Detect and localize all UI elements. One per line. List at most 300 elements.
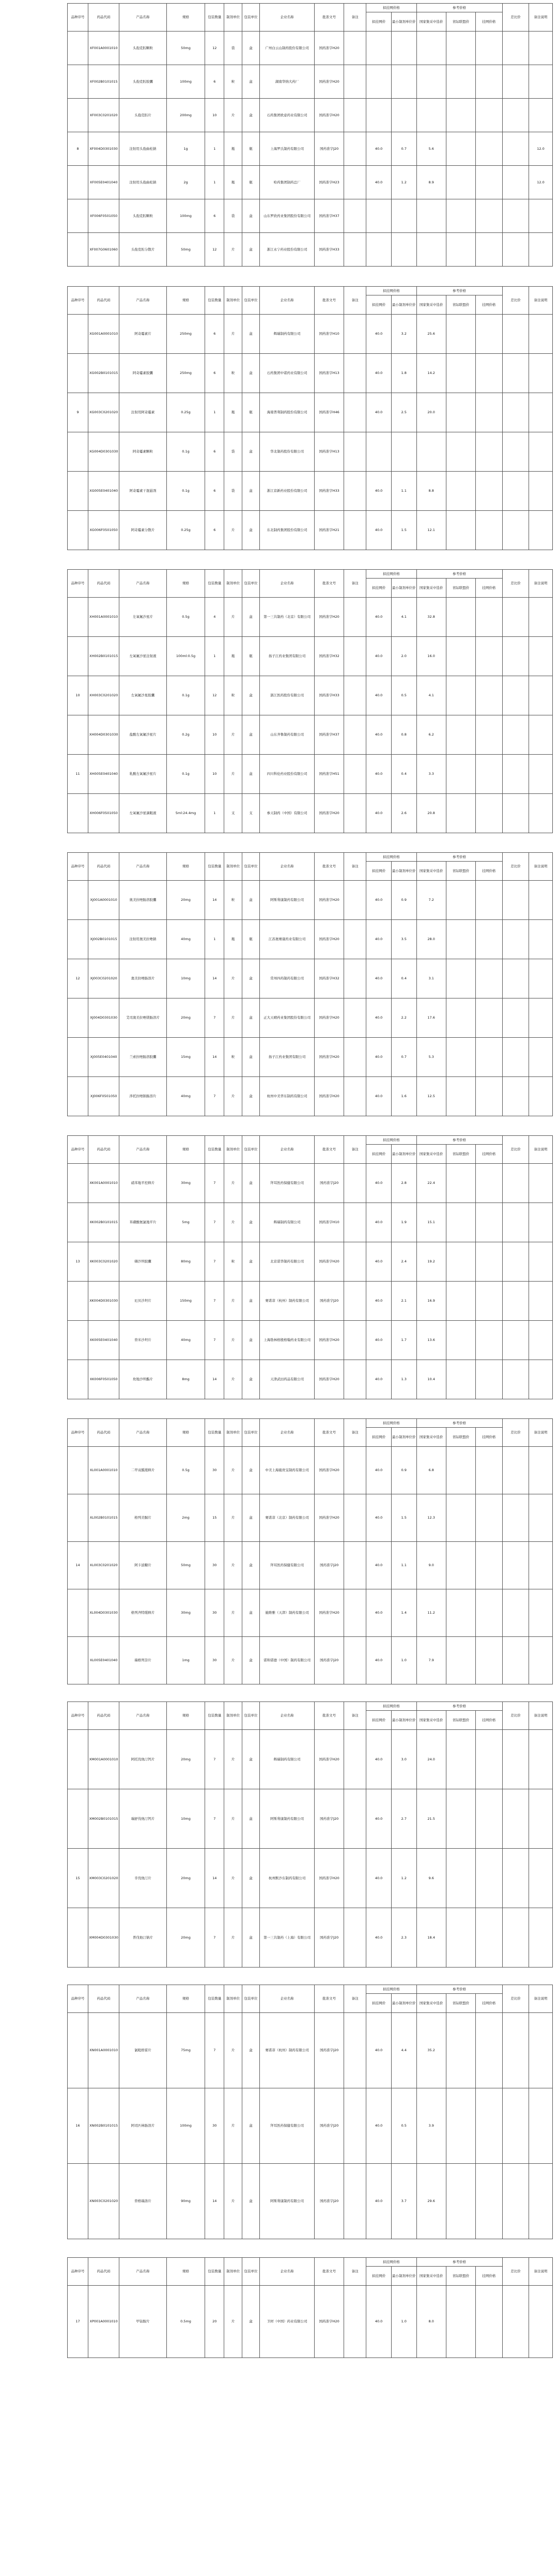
- table-cell-company: 广州白云山制药股份有限公司: [260, 32, 315, 65]
- table-cell-p2: 3.7: [391, 2164, 416, 2239]
- table-cell-unit: 片: [224, 511, 242, 550]
- table-cell-p1: 40.0: [366, 715, 392, 755]
- table-cell-p4: [446, 32, 475, 65]
- table-row: [68, 432, 553, 472]
- column-header: 产品名称: [119, 1419, 167, 1447]
- table-cell-note: [344, 2164, 366, 2239]
- table-cell-product: 缬沙坦胶囊: [119, 1242, 167, 1282]
- table-cell-spec: 15mg: [166, 1038, 205, 1077]
- table-cell-unit: 片: [224, 315, 242, 354]
- table-cell-p2: 4.4: [391, 2013, 416, 2088]
- table-cell-p7: [529, 1203, 553, 1242]
- column-header: 最小制剂单位价: [391, 579, 416, 598]
- table-cell-serial: [68, 233, 88, 267]
- table-cell-p7: [529, 1637, 553, 1684]
- table-cell-p4: [446, 315, 475, 354]
- column-header: 品种序号: [68, 4, 88, 32]
- table-cell-p1: 40.0: [366, 1321, 392, 1360]
- column-header: 企业名称: [260, 287, 315, 315]
- table-cell-p1: 40.0: [366, 998, 392, 1038]
- price-table: [67, 852, 553, 1116]
- column-header: 批准文号: [315, 1419, 344, 1447]
- table-cell-pu: 盒: [242, 65, 259, 99]
- table-cell-pu: 盒: [242, 1282, 259, 1321]
- table-cell-spec: 0.2g: [166, 715, 205, 755]
- column-header: 挂网价格: [476, 579, 503, 598]
- column-header: 差比价: [502, 4, 529, 32]
- table-cell-p5: [476, 354, 503, 393]
- table-cell-p3: [416, 32, 446, 65]
- column-header: 企业名称: [260, 4, 315, 32]
- table-cell-note: [344, 354, 366, 393]
- table-cell-unit: 粒: [224, 1242, 242, 1282]
- table-cell-p6: [502, 715, 529, 755]
- table-cell-approval: 国药准字J20: [315, 1637, 344, 1684]
- table-cell-pu: 盒: [242, 1789, 259, 1849]
- column-header: 包装单位: [242, 570, 259, 598]
- table-cell-unit: 片: [224, 1849, 242, 1908]
- column-header: 挂网价格: [476, 1428, 503, 1447]
- table-cell-unit: 片: [224, 755, 242, 794]
- table-cell-pu: 盒: [242, 2088, 259, 2164]
- table-cell-p5: [476, 715, 503, 755]
- table-cell-p7: [529, 32, 553, 65]
- price-table: [67, 1418, 553, 1684]
- table-cell-unit: 片: [224, 2286, 242, 2358]
- table-cell-p5: [476, 132, 503, 166]
- table-cell-p1: [366, 99, 392, 132]
- column-header: 规格: [166, 2258, 205, 2286]
- table-cell-spec: 50mg: [166, 32, 205, 65]
- table-cell-product: 注射用阿奇霉素: [119, 393, 167, 432]
- column-header: 包装数量: [205, 1702, 224, 1730]
- column-header: 备注说明: [529, 853, 553, 881]
- column-header: 药品代码: [88, 2258, 119, 2286]
- price-table: [67, 2257, 553, 2358]
- table-cell-serial: [68, 511, 88, 550]
- column-group-header: 参考价格: [416, 1419, 502, 1428]
- table-cell-p2: 2.7: [391, 1789, 416, 1849]
- column-header: 备注说明: [529, 287, 553, 315]
- table-cell-unit: 片: [224, 99, 242, 132]
- table-cell-p7: [529, 2286, 553, 2358]
- table-cell-serial: [68, 2164, 88, 2239]
- table-cell-p1: [366, 199, 392, 233]
- table-cell-pack: 6: [205, 432, 224, 472]
- table-cell-spec: 200mg: [166, 99, 205, 132]
- column-header: 省际联盟价: [446, 1711, 475, 1730]
- column-header: 药品代码: [88, 570, 119, 598]
- table-cell-p2: 1.8: [391, 354, 416, 393]
- table-cell-p7: [529, 65, 553, 99]
- table-cell-p1: 40.0: [366, 881, 392, 920]
- table-cell-p2: [391, 432, 416, 472]
- table-cell-p5: [476, 2286, 503, 2358]
- column-group-header: 拟挂网价格: [366, 853, 416, 862]
- column-header: 品种序号: [68, 570, 88, 598]
- table-cell-approval: 国药准字H32: [315, 959, 344, 998]
- table-cell-p5: [476, 1282, 503, 1321]
- table-cell-pu: 盒: [242, 1637, 259, 1684]
- table-cell-p7: [529, 1789, 553, 1849]
- table-cell-unit: 片: [224, 998, 242, 1038]
- table-cell-p3: 4.1: [416, 676, 446, 715]
- column-header: 拟挂网价: [366, 1994, 392, 2013]
- table-cell-p2: [391, 233, 416, 267]
- table-row: [68, 598, 553, 637]
- column-group-header: 拟挂网价格: [366, 1419, 416, 1428]
- table-row: [68, 881, 553, 920]
- table-cell-pack: 1: [205, 393, 224, 432]
- table-cell-product: 格列齐特缓释片: [119, 1589, 167, 1637]
- table-cell-p6: [502, 794, 529, 833]
- table-cell-p3: [416, 199, 446, 233]
- column-header: 最小制剂单位价: [391, 12, 416, 32]
- table-cell-p4: [446, 1849, 475, 1908]
- table-cell-note: [344, 511, 366, 550]
- table-cell-note: [344, 1908, 366, 1968]
- table-cell-p6: [502, 1908, 529, 1968]
- table-cell-company: 哈药集团制药总厂: [260, 166, 315, 199]
- table-cell-company: 江苏奥赛康药业有限公司: [260, 920, 315, 959]
- table-cell-pu: 盒: [242, 99, 259, 132]
- table-cell-pack: 30: [205, 1637, 224, 1684]
- table-cell-product: 盐酸左氧氟沙星片: [119, 715, 167, 755]
- column-header: 拟挂网价: [366, 1711, 392, 1730]
- table-cell-note: [344, 598, 366, 637]
- table-cell-p7: [529, 1849, 553, 1908]
- table-cell-p6: [502, 2286, 529, 2358]
- table-cell-p1: 40.0: [366, 1589, 392, 1637]
- table-cell-spec: 250mg: [166, 315, 205, 354]
- table-cell-pack: 10: [205, 715, 224, 755]
- table-cell-p7: [529, 199, 553, 233]
- table-cell-unit: 片: [224, 715, 242, 755]
- column-header: 制剂单位: [224, 853, 242, 881]
- table-cell-approval: 国药准字H20: [315, 32, 344, 65]
- table-cell-p2: 4.1: [391, 598, 416, 637]
- table-cell-p2: 1.6: [391, 1077, 416, 1116]
- table-cell-pack: 14: [205, 1849, 224, 1908]
- table-row: [68, 1494, 553, 1542]
- table-cell-product: 注射用奥美拉唑钠: [119, 920, 167, 959]
- table-cell-approval: 国药准字H20: [315, 1589, 344, 1637]
- table-cell-spec: 0.1g: [166, 472, 205, 511]
- column-header: 备注说明: [529, 1702, 553, 1730]
- table-section: [67, 2257, 553, 2358]
- table-cell-p1: 40.0: [366, 1077, 392, 1116]
- table-cell-p7: [529, 1589, 553, 1637]
- table-cell-serial: [68, 1637, 88, 1684]
- table-cell-p3: 8.0: [416, 2286, 446, 2358]
- table-cell-pu: 盒: [242, 2286, 259, 2358]
- table-cell-p3: [416, 65, 446, 99]
- table-row: [68, 1321, 553, 1360]
- column-header: 国家集采中选价: [416, 12, 446, 32]
- table-cell-p3: 32.8: [416, 598, 446, 637]
- table-cell-pack: 6: [205, 199, 224, 233]
- table-cell-p6: [502, 1589, 529, 1637]
- column-header: 挂网价格: [476, 862, 503, 881]
- table-cell-p2: 1.5: [391, 511, 416, 550]
- table-row: [68, 1542, 553, 1589]
- table-cell-p3: 10.4: [416, 1360, 446, 1399]
- table-cell-code: XF002B0101015: [88, 65, 119, 99]
- table-cell-approval: 国药准字H13: [315, 354, 344, 393]
- table-cell-pu: 盒: [242, 472, 259, 511]
- table-row: [68, 1908, 553, 1968]
- table-cell-p7: 12.0: [529, 166, 553, 199]
- table-cell-p6: [502, 393, 529, 432]
- table-cell-p3: 12.5: [416, 1077, 446, 1116]
- table-cell-product: 氯吡格雷片: [119, 2013, 167, 2088]
- table-cell-p3: 16.0: [416, 637, 446, 676]
- table-cell-code: XF003C0201020: [88, 99, 119, 132]
- column-header: 包装数量: [205, 1136, 224, 1164]
- column-header: 国家集采中选价: [416, 295, 446, 315]
- table-cell-p2: 2.6: [391, 794, 416, 833]
- table-cell-serial: 10: [68, 676, 88, 715]
- table-cell-p2: 1.1: [391, 1542, 416, 1589]
- table-cell-company: 阿斯利康制药有限公司: [260, 1789, 315, 1849]
- table-cell-pu: 盒: [242, 1589, 259, 1637]
- table-cell-pack: 20: [205, 2286, 224, 2358]
- table-cell-pu: 盒: [242, 1203, 259, 1242]
- table-cell-p3: [416, 99, 446, 132]
- table-cell-note: [344, 715, 366, 755]
- column-header: 企业名称: [260, 1985, 315, 2013]
- table-cell-product: 阿卡波糖片: [119, 1542, 167, 1589]
- table-cell-p6: [502, 1637, 529, 1684]
- column-group-header: 参考价格: [416, 1985, 502, 1994]
- table-row: [68, 99, 553, 132]
- table-cell-p4: [446, 132, 475, 166]
- table-cell-p3: 16.9: [416, 1282, 446, 1321]
- table-cell-pack: 4: [205, 598, 224, 637]
- table-cell-p7: [529, 1730, 553, 1789]
- table-cell-p2: [391, 99, 416, 132]
- table-row: [68, 1637, 553, 1684]
- table-cell-p2: 0.5: [391, 676, 416, 715]
- table-cell-p5: [476, 1038, 503, 1077]
- table-cell-p2: 2.1: [391, 1282, 416, 1321]
- table-cell-p5: [476, 1077, 503, 1116]
- table-cell-p6: [502, 233, 529, 267]
- table-cell-unit: 片: [224, 1542, 242, 1589]
- table-cell-company: 中美上海施贵宝制药有限公司: [260, 1447, 315, 1494]
- table-cell-pu: 盒: [242, 881, 259, 920]
- table-cell-serial: 17: [68, 2286, 88, 2358]
- column-header: 备注: [344, 853, 366, 881]
- table-cell-company: 施维雅（天津）制药有限公司: [260, 1589, 315, 1637]
- table-cell-p6: [502, 32, 529, 65]
- table-cell-pack: 6: [205, 315, 224, 354]
- table-cell-p4: [446, 354, 475, 393]
- price-table: [67, 1985, 553, 2239]
- price-table: [67, 1135, 553, 1399]
- table-cell-unit: 粒: [224, 676, 242, 715]
- table-cell-note: [344, 2013, 366, 2088]
- table-cell-p1: 40.0: [366, 2013, 392, 2088]
- column-header: 备注: [344, 287, 366, 315]
- table-cell-code: XL004D0301030: [88, 1589, 119, 1637]
- table-cell-product: 硝苯地平控释片: [119, 1164, 167, 1203]
- table-row: [68, 393, 553, 432]
- table-cell-serial: [68, 1360, 88, 1399]
- table-cell-p7: [529, 598, 553, 637]
- table-cell-p4: [446, 1321, 475, 1360]
- table-cell-p3: 20.8: [416, 794, 446, 833]
- table-cell-serial: [68, 1447, 88, 1494]
- table-cell-spec: 40mg: [166, 1077, 205, 1116]
- table-cell-spec: 0.25g: [166, 511, 205, 550]
- table-cell-p1: 40.0: [366, 354, 392, 393]
- table-cell-p5: [476, 2013, 503, 2088]
- table-cell-code: XN002B0101015: [88, 2088, 119, 2164]
- table-cell-p4: [446, 2286, 475, 2358]
- column-header: 备注: [344, 1985, 366, 2013]
- table-cell-approval: 国药准字H37: [315, 199, 344, 233]
- table-cell-unit: 瓶: [224, 132, 242, 166]
- table-cell-company: 海南普利制药股份有限公司: [260, 393, 315, 432]
- column-header: 备注说明: [529, 1136, 553, 1164]
- table-cell-p1: 40.0: [366, 1730, 392, 1789]
- table-cell-unit: 片: [224, 1360, 242, 1399]
- table-cell-p4: [446, 99, 475, 132]
- table-row: [68, 676, 553, 715]
- table-cell-code: XG003C0201020: [88, 393, 119, 432]
- table-cell-p2: 2.2: [391, 998, 416, 1038]
- table-cell-pack: 7: [205, 1321, 224, 1360]
- table-cell-p3: 21.5: [416, 1789, 446, 1849]
- table-cell-p4: [446, 598, 475, 637]
- table-cell-note: [344, 755, 366, 794]
- table-cell-p5: [476, 32, 503, 65]
- table-cell-product: 奥美拉唑肠溶片: [119, 959, 167, 998]
- table-cell-spec: 0.1g: [166, 432, 205, 472]
- table-cell-serial: [68, 794, 88, 833]
- table-cell-p5: [476, 1542, 503, 1589]
- table-cell-spec: 20mg: [166, 1849, 205, 1908]
- table-cell-p6: [502, 315, 529, 354]
- table-cell-code: XJ006F0501050: [88, 1077, 119, 1116]
- table-cell-product: 注射用头孢曲松钠: [119, 132, 167, 166]
- table-cell-p6: [502, 676, 529, 715]
- table-cell-p1: 40.0: [366, 598, 392, 637]
- table-cell-company: 辉瑞制药有限公司: [260, 315, 315, 354]
- table-cell-product: 左氧氟沙星滴眼液: [119, 794, 167, 833]
- column-header: 拟挂网价: [366, 862, 392, 881]
- table-cell-p3: 35.2: [416, 2013, 446, 2088]
- column-header: 药品代码: [88, 1985, 119, 2013]
- table-cell-p4: [446, 65, 475, 99]
- column-header: 省际联盟价: [446, 2267, 475, 2286]
- table-cell-p5: [476, 233, 503, 267]
- table-cell-p4: [446, 637, 475, 676]
- table-cell-code: XH003C0201020: [88, 676, 119, 715]
- table-cell-spec: 50mg: [166, 1542, 205, 1589]
- table-cell-code: XG002B0101015: [88, 354, 119, 393]
- column-header: 备注说明: [529, 2258, 553, 2286]
- table-cell-pu: 盒: [242, 1038, 259, 1077]
- table-cell-spec: 1g: [166, 132, 205, 166]
- table-cell-company: 阿斯利康制药有限公司: [260, 881, 315, 920]
- table-row: [68, 1360, 553, 1399]
- table-cell-company: 四川科伦药业股份有限公司: [260, 755, 315, 794]
- table-section: [67, 1418, 553, 1684]
- table-cell-pack: 7: [205, 1730, 224, 1789]
- table-cell-note: [344, 32, 366, 65]
- column-header: 最小制剂单位价: [391, 1145, 416, 1164]
- column-header: 挂网价格: [476, 295, 503, 315]
- table-cell-p6: [502, 432, 529, 472]
- table-cell-p5: [476, 1730, 503, 1789]
- table-cell-product: 瑞舒伐他汀钙片: [119, 1789, 167, 1849]
- table-cell-p3: 6.8: [416, 1447, 446, 1494]
- price-table: [67, 3, 553, 267]
- column-header: 备注说明: [529, 1419, 553, 1447]
- table-cell-serial: [68, 1589, 88, 1637]
- table-row: [68, 132, 553, 166]
- table-cell-p3: 28.0: [416, 920, 446, 959]
- table-cell-p7: [529, 637, 553, 676]
- table-cell-pack: 12: [205, 32, 224, 65]
- table-cell-p2: 1.5: [391, 1494, 416, 1542]
- table-cell-note: [344, 1730, 366, 1789]
- table-cell-code: XF006F0501050: [88, 199, 119, 233]
- column-group-header: 参考价格: [416, 287, 502, 295]
- table-cell-p7: [529, 511, 553, 550]
- table-cell-p3: 15.1: [416, 1203, 446, 1242]
- table-cell-unit: 袋: [224, 472, 242, 511]
- table-cell-p4: [446, 715, 475, 755]
- table-cell-code: XP001A0001010: [88, 2286, 119, 2358]
- table-cell-company: 拜耳医药保健有限公司: [260, 1164, 315, 1203]
- table-cell-p3: 5.6: [416, 132, 446, 166]
- table-cell-pack: 7: [205, 1789, 224, 1849]
- table-cell-product: 瑞格列奈片: [119, 1637, 167, 1684]
- table-cell-company: 石药集团欧意药业有限公司: [260, 99, 315, 132]
- table-cell-product: 阿托伐他汀钙片: [119, 1730, 167, 1789]
- table-cell-p7: [529, 1321, 553, 1360]
- table-row: [68, 920, 553, 959]
- table-cell-pack: 14: [205, 959, 224, 998]
- table-cell-pu: 盒: [242, 2164, 259, 2239]
- table-cell-spec: 100mg: [166, 2088, 205, 2164]
- table-cell-product: 甲钴胺片: [119, 2286, 167, 2358]
- table-cell-product: 头孢克肟片: [119, 99, 167, 132]
- table-cell-company: 第一三共制药（上海）有限公司: [260, 1908, 315, 1968]
- table-cell-code: XN003C0201020: [88, 2164, 119, 2239]
- column-header: 省际联盟价: [446, 579, 475, 598]
- table-cell-pack: 6: [205, 354, 224, 393]
- column-header: 最小制剂单位价: [391, 295, 416, 315]
- table-cell-p4: [446, 1203, 475, 1242]
- table-cell-unit: 片: [224, 1494, 242, 1542]
- table-cell-company: 东北制药集团股份有限公司: [260, 511, 315, 550]
- table-cell-company: 山东齐鲁制药有限公司: [260, 715, 315, 755]
- table-cell-note: [344, 1360, 366, 1399]
- table-cell-note: [344, 1321, 366, 1360]
- table-cell-company: 杭州默沙东制药有限公司: [260, 1849, 315, 1908]
- table-row: [68, 637, 553, 676]
- table-cell-serial: 8: [68, 132, 88, 166]
- table-cell-spec: 1mg: [166, 1637, 205, 1684]
- column-header: 规格: [166, 1136, 205, 1164]
- table-cell-code: XK001A0001010: [88, 1164, 119, 1203]
- table-cell-company: 北京诺华制药有限公司: [260, 1242, 315, 1282]
- table-cell-p5: [476, 1908, 503, 1968]
